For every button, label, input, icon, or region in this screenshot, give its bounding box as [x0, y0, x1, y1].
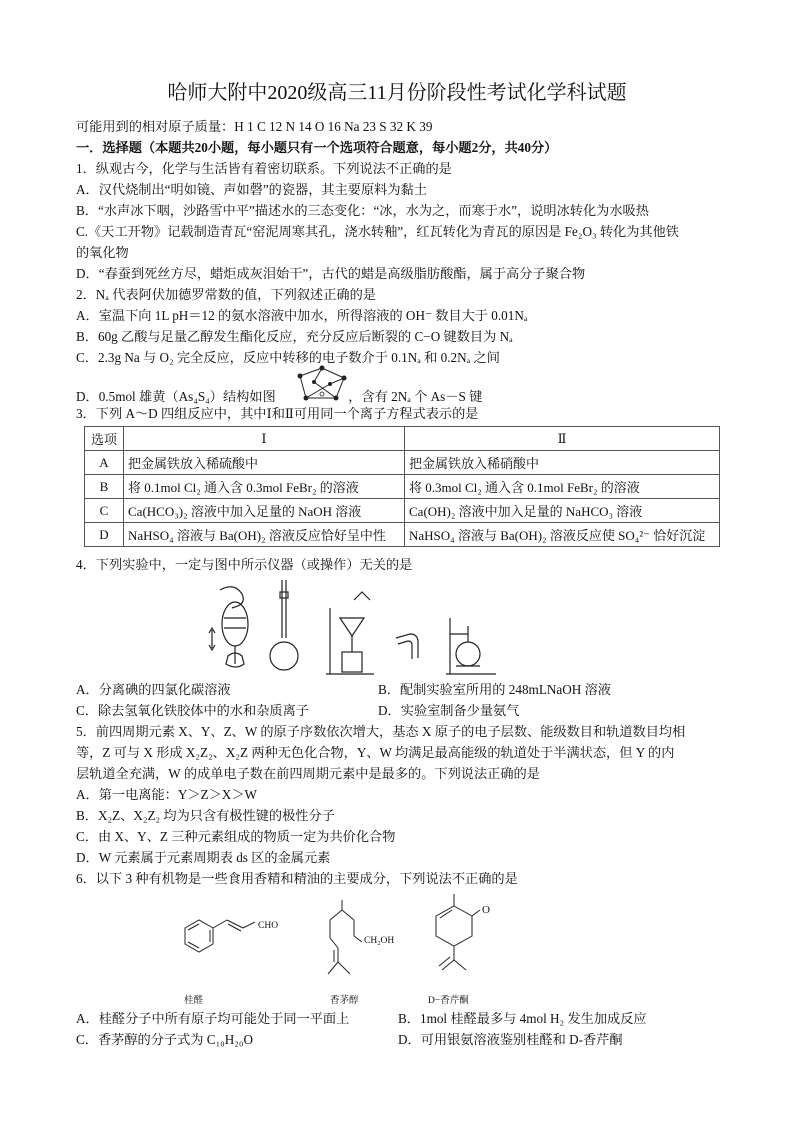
table-cell: 将 0.3mol Cl₂ 通入含 0.1mol FeBr₂ 的溶液 [405, 475, 720, 499]
q2-option-b: B．60g 乙酸与足量乙醇发生酯化反应，充分反应后断裂的 C−O 键数目为 Nₐ [76, 329, 513, 344]
q5-option-c: C．由 X、Y、Z 三种元素组成的物质一定为共价化合物 [76, 829, 396, 844]
page-title: 哈师大附中2020级高三11月份阶段性考试化学科试题 [167, 82, 627, 104]
q1-option-b: B．“水声冰下咽，沙路雪中平”描述水的三态变化：“冰，水为之，而寒于水”，说明冰转化为水吸热 [76, 203, 649, 218]
q6-option-a: A．桂醛分子中所有原子均可能处于同一平面上 [76, 1011, 350, 1026]
q2-option-a: A．室温下向 1L pH＝12 的氨水溶液中加水，所得溶液的 OH⁻ 数目大于 0.01Nₐ [76, 308, 528, 323]
table-header-cell: Ⅰ [124, 427, 405, 451]
glass-tube-icon [396, 634, 418, 659]
table-row [85, 499, 720, 523]
cinnamaldehyde-structure [165, 910, 295, 972]
mol2-name: 香茅醇 [330, 996, 359, 1006]
table-row [85, 475, 720, 499]
filtration-setup-icon [326, 592, 374, 674]
table-cell: 把金属铁放入稀硫酸中 [124, 451, 405, 475]
mol2-group: CH₂OH [364, 936, 395, 946]
table-cell: Ca(HCO₃)₂ 溶液中加入足量的 NaOH 溶液 [124, 499, 405, 523]
table-cell: C [85, 499, 124, 523]
q3-options-table [84, 426, 720, 547]
mol3-group: O [482, 904, 490, 916]
carvone-structure [420, 890, 510, 986]
q2-option-c: C．2.3g Na 与 O₂ 完全反应，反应中转移的电子数介于 0.1Nₐ 和 0.2Nₐ 之间 [76, 350, 500, 365]
volumetric-flask-icon [270, 580, 298, 670]
q4-option-a: A．分离碘的四氯化碳溶液 [76, 682, 231, 697]
q1-stem: 1．纵观古今，化学与生活皆有着密切联系。下列说法不正确的是 [76, 161, 452, 176]
q5-option-b: B．X₂Z、X₂Z₂ 均为只含有极性键的极性分子 [76, 808, 335, 823]
table-cell: B [85, 475, 124, 499]
q4-option-b: B．配制实验室所用的 248mLNaOH 溶液 [378, 682, 611, 697]
section-heading: 一．选择题（本题共20小题，每小题只有一个选项符合题意，每小题2分，共40分） [76, 140, 558, 155]
q2-option-d [76, 385, 482, 405]
q6-option-b: B．1mol 桂醛最多与 4mol H₂ 发生加成反应 [398, 1011, 647, 1026]
q1-option-c: C.《天工开物》记载制造青瓦“窑泥周寒其孔，浇水转釉”，红瓦转化为青瓦的原因是 Fe₂O₃ 转化为其他铁 [76, 224, 679, 239]
q4-option-d: D．实验室制备少量氨气 [378, 703, 520, 718]
table-cell: 将 0.1mol Cl₂ 通入含 0.3mol FeBr₂ 的溶液 [124, 475, 405, 499]
q2-option-d-text-end: ，含有 2Nₐ 个 As－S 键 [348, 389, 483, 404]
table-cell: NaHSO₄ 溶液与 Ba(OH)₂ 溶液反应使 SO₄²⁻ 恰好沉淀 [405, 523, 720, 547]
q5-stem-cont: 等，Z 可与 X 形成 X₂Z₂、X₂Z 两种无色化合物，Y、W 均满足最高能级的轨道处于半满状态，但 Y 的内 [76, 745, 675, 760]
q5-stem-cont: 层轨道全充满，W 的成单电子数在前四周期元素中是最多的。下列说法正确的是 [76, 766, 540, 781]
separatory-funnel-icon [209, 587, 248, 667]
q2-option-d-text: D．0.5mol 雄黄（As₄S₄）结构如图 [76, 389, 276, 404]
q1-option-c-cont: 的氧化物 [76, 245, 129, 260]
mol1-group: CHO [258, 921, 279, 931]
heating-flask-icon [446, 618, 496, 674]
table-row [85, 451, 720, 475]
lab-apparatus-figure [200, 578, 500, 678]
table-header-row [85, 427, 720, 451]
q5-option-a: A．第一电离能：Y＞Z＞X＞W [76, 787, 257, 802]
table-header-cell: 选项 [85, 427, 124, 451]
mol1-name: 桂醛 [184, 996, 204, 1006]
q6-stem: 6．以下 3 种有机物是一些食用香精和精油的主要成分，下列说法不正确的是 [76, 871, 518, 886]
q1-option-a: A．汉代烧制出“明如镜、声如磬”的瓷器，其主要原料为黏土 [76, 182, 427, 197]
q4-stem: 4．下列实验中，一定与图中所示仪器（或操作）无关的是 [76, 557, 413, 572]
table-cell: NaHSO₄ 溶液与 Ba(OH)₂ 溶液反应恰好呈中性 [124, 523, 405, 547]
q5-option-d: D．W 元素属于元素周期表 ds 区的金属元素 [76, 850, 331, 865]
as4s4-structure-figure [292, 364, 352, 404]
table-row [85, 523, 720, 547]
q4-option-c: C．除去氢氧化铁胶体中的水和杂质离子 [76, 703, 309, 718]
mol3-name: D−香芹酮 [428, 996, 469, 1006]
table-cell: A [85, 451, 124, 475]
q6-option-c: C．香茅醇的分子式为 C₁₀H₂₀O [76, 1032, 254, 1047]
table-cell: D [85, 523, 124, 547]
q6-option-d: D．可用银氨溶液鉴别桂醛和 D-香芹酮 [398, 1032, 623, 1047]
table-header-cell: Ⅱ [405, 427, 720, 451]
q5-stem: 5．前四周期元素 X、Y、Z、W 的原子序数依次增大，基态 X 原子的电子层数、能级数目和轨道数目均相 [76, 724, 686, 739]
q3-stem: 3．下列 A～D 四组反应中，其中Ⅰ和Ⅱ可用同一个离子方程式表示的是 [76, 406, 479, 421]
q2-stem: 2．Nₐ 代表阿伏加德罗常数的值，下列叙述正确的是 [76, 287, 376, 302]
atomic-masses: 可能用到的相对原子质量：H 1 C 12 N 14 O 16 Na 23 S 32 K 39 [76, 119, 433, 134]
table-cell: Ca(OH)₂ 溶液中加入足量的 NaHCO₃ 溶液 [405, 499, 720, 523]
table-cell: 把金属铁放入稀硝酸中 [405, 451, 720, 475]
q1-option-d: D．“春蚕到死丝方尽，蜡炬成灰泪始干”，古代的蜡是高级脂肪酸酯，属于高分子聚合物 [76, 266, 586, 281]
